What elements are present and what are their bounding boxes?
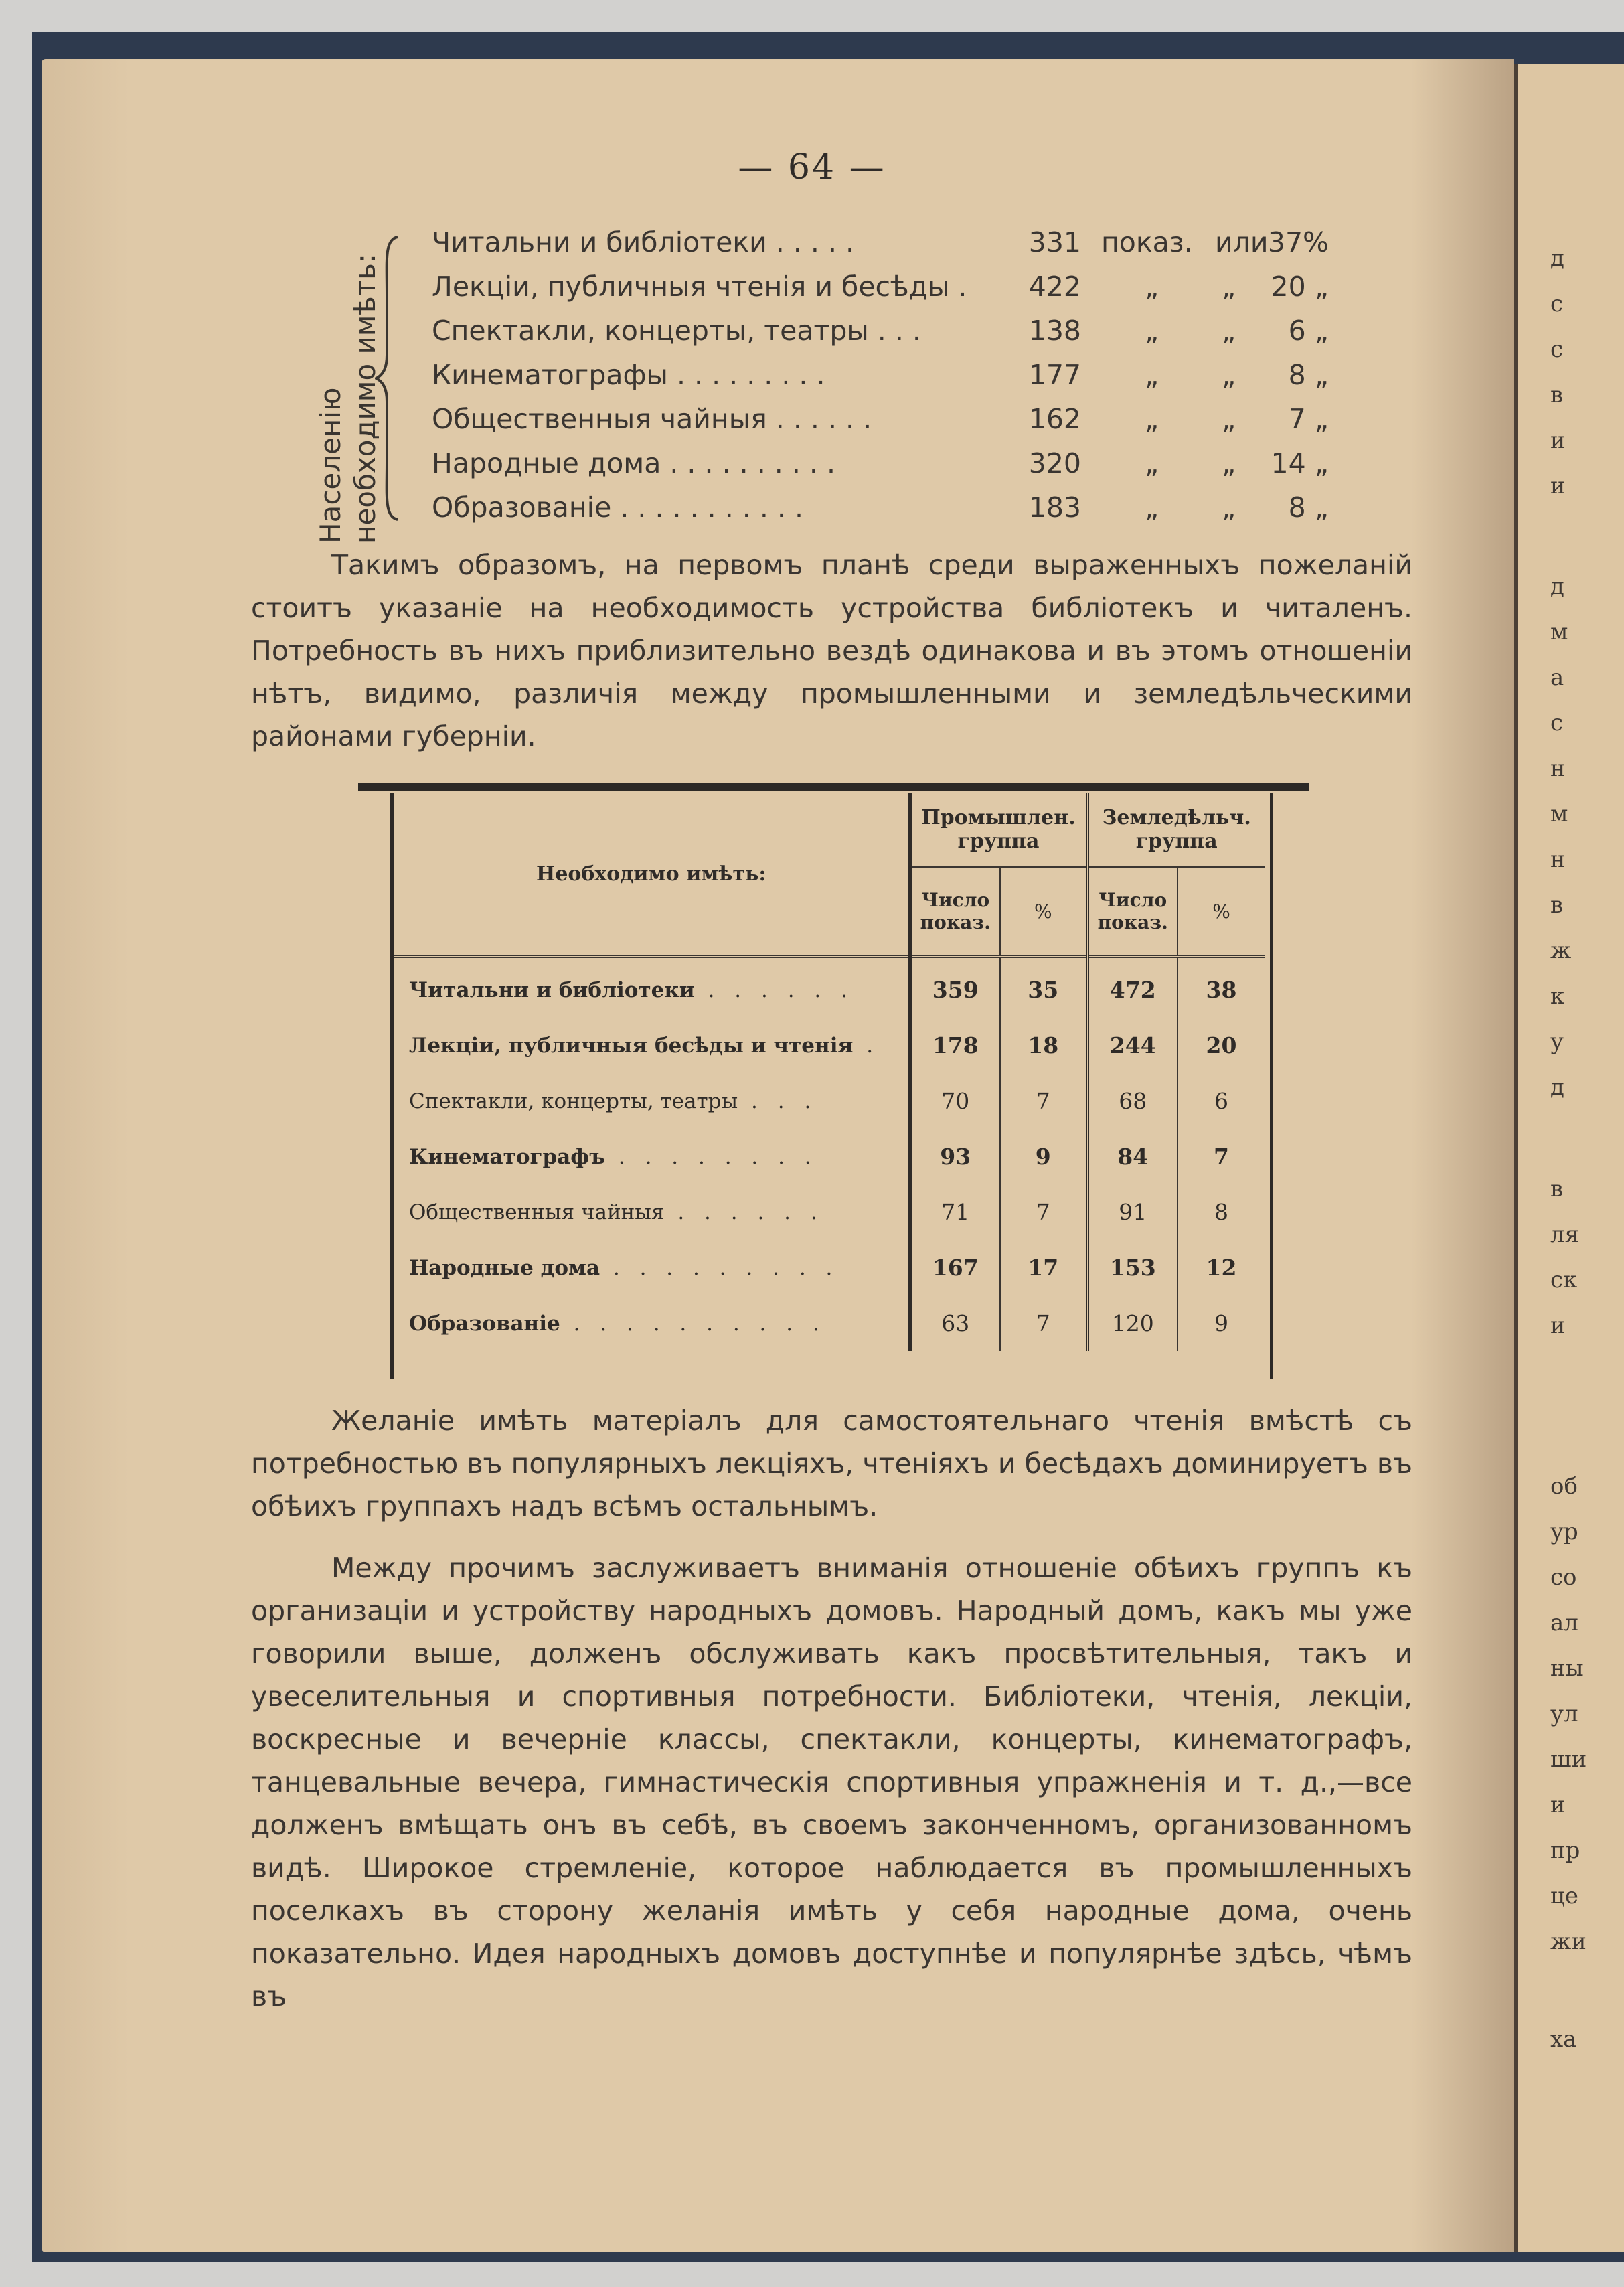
curly-brace-icon bbox=[375, 234, 402, 522]
edge-fragment: в bbox=[1550, 892, 1564, 919]
cell-industrial-count: 359 bbox=[910, 962, 1000, 1018]
cell-industrial-percent: 18 bbox=[1000, 1018, 1087, 1073]
leader-dots: . . . . . . . . bbox=[605, 1144, 818, 1169]
table-row bbox=[394, 1129, 1265, 1184]
table-row bbox=[394, 1240, 1265, 1295]
edge-fragment: д bbox=[1550, 1074, 1564, 1101]
list-item-percent: 37% bbox=[1267, 226, 1329, 258]
column-header-industrial: Промышлен. группа bbox=[910, 793, 1087, 867]
edge-fragment: с bbox=[1550, 291, 1564, 317]
edge-fragment: и bbox=[1550, 427, 1566, 454]
subheader-percent: % bbox=[1000, 867, 1087, 957]
list-item-percent: 8 „ bbox=[1288, 491, 1329, 524]
ditto-mark: „ bbox=[1222, 491, 1236, 524]
leader-dots: . . . . . . bbox=[664, 1200, 824, 1225]
list-item-name: Образованіе . . . . . . . . . . . bbox=[432, 491, 804, 524]
list-item bbox=[432, 491, 1369, 536]
edge-fragment: и bbox=[1550, 1792, 1566, 1818]
edge-fragment: в bbox=[1550, 382, 1564, 408]
cell-agricultural-percent: 12 bbox=[1178, 1240, 1265, 1295]
list-item-name: Кинематографы . . . . . . . . . bbox=[432, 359, 825, 391]
cell-agricultural-count: 68 bbox=[1087, 1073, 1178, 1129]
data-table bbox=[394, 793, 1265, 1351]
list-item bbox=[432, 359, 1369, 403]
ditto-mark: „ bbox=[1145, 315, 1159, 347]
cell-industrial-percent: 17 bbox=[1000, 1240, 1087, 1295]
cell-agricultural-count: 244 bbox=[1087, 1018, 1178, 1073]
list-item-name: Читальни и библіотеки . . . . . bbox=[432, 226, 855, 258]
list-item-value: 177 bbox=[1028, 359, 1081, 391]
subheader-count: Число показ. bbox=[910, 867, 1000, 957]
edge-fragment: ск bbox=[1550, 1267, 1578, 1293]
adjacent-page-edge bbox=[1514, 64, 1624, 2252]
ditto-mark: „ bbox=[1145, 491, 1159, 524]
list-item-percent: 6 „ bbox=[1288, 315, 1329, 347]
cell-agricultural-percent: 9 bbox=[1178, 1295, 1265, 1351]
edge-fragment: д bbox=[1550, 573, 1564, 600]
list-item-value: 183 bbox=[1028, 491, 1081, 524]
ditto-mark: „ bbox=[1145, 403, 1159, 435]
cell-agricultural-count: 91 bbox=[1087, 1184, 1178, 1240]
row-label: Лекціи, публичныя бесѣды и чтенія bbox=[409, 1033, 854, 1058]
edge-fragment: н bbox=[1550, 755, 1566, 782]
cell-agricultural-count: 120 bbox=[1087, 1295, 1178, 1351]
edge-fragment: и bbox=[1550, 1312, 1566, 1339]
edge-fragment: и bbox=[1550, 473, 1566, 499]
ditto-mark: „ bbox=[1222, 447, 1236, 479]
edge-fragment: пр bbox=[1550, 1837, 1580, 1864]
paragraph-people-houses: Между прочимъ заслуживаетъ вниманія отношеніе обѣихъ группъ къ организаціи и устройству народныхъ домовъ. Народный домъ, какъ мы уже говорили выше, долженъ обслуживать какъ просвѣтительныя, такъ и увеселительныя и спортивныя потребности. Библіотеки, чтенія, лекціи, воскресные и вечерніе классы, спектакли, концерты, кинематографъ, танцевальные вечера, гимнастическія спортивныя упражненія и т. д.,—все долженъ вмѣщать онъ въ себѣ, въ своемъ законченномъ, организованномъ видѣ. Широкое стремленіе, которое наблюдается въ промышленныхъ поселкахъ въ сторону желанія имѣть у себя народные дома, очень показательно. Идея народныхъ домовъ доступнѣе и популярнѣе здѣсь, чѣмъ въ bbox=[251, 1552, 1412, 2013]
cell-industrial-percent: 7 bbox=[1000, 1073, 1087, 1129]
edge-fragment: ал bbox=[1550, 1609, 1578, 1636]
cell-industrial-count: 93 bbox=[910, 1129, 1000, 1184]
list-item bbox=[432, 447, 1369, 491]
row-label: Народные дома bbox=[409, 1255, 600, 1280]
cell-industrial-percent: 35 bbox=[1000, 962, 1087, 1018]
row-label: Образованіе bbox=[409, 1311, 560, 1336]
ditto-mark: „ bbox=[1145, 359, 1159, 391]
paragraph-conclusion: Такимъ образомъ, на первомъ планѣ среди выраженныхъ пожеланій стоитъ указаніе на необходимость устройства библіотекъ и читаленъ. Потребность въ нихъ приблизительно вездѣ одинакова и въ этомъ отношеніи нѣтъ, видимо, различія между промышленными и земледѣльческими районами губерніи. bbox=[251, 549, 1412, 753]
list-item-name: Лекціи, публичныя чтенія и бесѣды . bbox=[432, 270, 967, 303]
list-item-value: 422 bbox=[1028, 270, 1081, 303]
edge-fragment: м bbox=[1550, 801, 1568, 827]
cell-industrial-percent: 7 bbox=[1000, 1184, 1087, 1240]
edge-fragment: у bbox=[1550, 1028, 1564, 1055]
cell-industrial-count: 178 bbox=[910, 1018, 1000, 1073]
row-label: Кинематографъ bbox=[409, 1144, 606, 1169]
edge-fragment: ши bbox=[1550, 1746, 1587, 1773]
leader-dots: . . . . . . . . . bbox=[600, 1255, 839, 1280]
list-item-name: Спектакли, концерты, театры . . . bbox=[432, 315, 921, 347]
edge-fragment: а bbox=[1550, 664, 1564, 691]
comparison-table bbox=[358, 783, 1309, 1379]
cell-agricultural-percent: 8 bbox=[1178, 1184, 1265, 1240]
list-item-unit: показ. bbox=[1101, 226, 1193, 258]
list-item-percent: 8 „ bbox=[1288, 359, 1329, 391]
list-item-value: 162 bbox=[1028, 403, 1081, 435]
leader-dots: . . . bbox=[738, 1089, 818, 1113]
table-row bbox=[394, 1073, 1265, 1129]
leader-dots: . bbox=[853, 1033, 880, 1058]
edge-fragment: с bbox=[1550, 710, 1564, 736]
list-item-or: или bbox=[1215, 226, 1269, 258]
ditto-mark: „ bbox=[1222, 270, 1236, 303]
cell-agricultural-count: 153 bbox=[1087, 1240, 1178, 1295]
cell-industrial-percent: 7 bbox=[1000, 1295, 1087, 1351]
cell-industrial-count: 70 bbox=[910, 1073, 1000, 1129]
list-item bbox=[432, 226, 1369, 270]
side-caption: Населенію необходимо имѣть: bbox=[314, 253, 382, 544]
list-item-percent: 20 „ bbox=[1271, 270, 1329, 303]
edge-fragment: ж bbox=[1550, 937, 1572, 964]
table-row bbox=[394, 1295, 1265, 1351]
list-item-percent: 14 „ bbox=[1271, 447, 1329, 479]
column-header-agricultural: Земледѣльч. группа bbox=[1087, 793, 1265, 867]
edge-fragment: ля bbox=[1550, 1221, 1580, 1248]
list-item bbox=[432, 315, 1369, 359]
ditto-mark: „ bbox=[1145, 447, 1159, 479]
column-header-need: Необходимо имѣть: bbox=[536, 862, 766, 886]
edge-fragment: к bbox=[1550, 983, 1565, 1010]
list-item bbox=[432, 270, 1369, 315]
list-item-value: 320 bbox=[1028, 447, 1081, 479]
edge-fragment: це bbox=[1550, 1883, 1578, 1909]
cell-industrial-percent: 9 bbox=[1000, 1129, 1087, 1184]
edge-fragment: д bbox=[1550, 245, 1564, 272]
paragraph-reading-demand: Желаніе имѣть матеріалъ для самостоятельнаго чтенія вмѣстѣ съ потребностью въ популярныхъ лекціяхъ, чтеніяхъ и бесѣдахъ доминируетъ въ обѣихъ группахъ надъ всѣмъ остальнымъ. bbox=[251, 1405, 1412, 1522]
leader-dots: . . . . . . . . . . bbox=[560, 1311, 826, 1336]
list-item-value: 138 bbox=[1028, 315, 1081, 347]
cell-agricultural-count: 84 bbox=[1087, 1129, 1178, 1184]
subheader-count: Число показ. bbox=[1087, 867, 1178, 957]
list-item-name: Общественныя чайныя . . . . . . bbox=[432, 403, 872, 435]
edge-fragment: об bbox=[1550, 1473, 1578, 1500]
cell-industrial-count: 71 bbox=[910, 1184, 1000, 1240]
cell-agricultural-percent: 38 bbox=[1178, 962, 1265, 1018]
edge-fragment: ны bbox=[1550, 1655, 1584, 1682]
cell-industrial-count: 167 bbox=[910, 1240, 1000, 1295]
cell-agricultural-count: 472 bbox=[1087, 962, 1178, 1018]
cell-agricultural-percent: 6 bbox=[1178, 1073, 1265, 1129]
row-label: Читальни и библіотеки bbox=[409, 977, 695, 1002]
edge-fragment: ха bbox=[1550, 2026, 1577, 2053]
edge-fragment: ур bbox=[1550, 1518, 1578, 1545]
edge-fragment: м bbox=[1550, 619, 1568, 645]
edge-fragment: н bbox=[1550, 846, 1566, 873]
edge-fragment: со bbox=[1550, 1564, 1577, 1591]
list-item bbox=[432, 403, 1369, 447]
list-item-value: 331 bbox=[1028, 226, 1081, 258]
table-top-rule bbox=[358, 783, 1309, 791]
cell-industrial-count: 63 bbox=[910, 1295, 1000, 1351]
cell-agricultural-percent: 7 bbox=[1178, 1129, 1265, 1184]
subheader-percent: % bbox=[1178, 867, 1265, 957]
edge-fragment: ул bbox=[1550, 1701, 1578, 1727]
wishes-list bbox=[432, 226, 1369, 536]
ditto-mark: „ bbox=[1145, 270, 1159, 303]
table-row bbox=[394, 962, 1265, 1018]
edge-fragment: с bbox=[1550, 336, 1564, 363]
leader-dots: . . . . . . bbox=[694, 977, 854, 1002]
cell-agricultural-percent: 20 bbox=[1178, 1018, 1265, 1073]
ditto-mark: „ bbox=[1222, 315, 1236, 347]
ditto-mark: „ bbox=[1222, 403, 1236, 435]
edge-fragment: жи bbox=[1550, 1928, 1587, 1955]
table-row bbox=[394, 1018, 1265, 1073]
list-item-name: Народные дома . . . . . . . . . . bbox=[432, 447, 835, 479]
table-right-rule bbox=[1270, 793, 1273, 1379]
table-row bbox=[394, 1184, 1265, 1240]
page-number: — 64 — bbox=[738, 147, 886, 187]
row-label: Общественныя чайныя bbox=[409, 1200, 665, 1225]
ditto-mark: „ bbox=[1222, 359, 1236, 391]
row-label: Спектакли, концерты, театры bbox=[409, 1089, 738, 1113]
list-item-percent: 7 „ bbox=[1288, 403, 1329, 435]
edge-fragment: в bbox=[1550, 1176, 1564, 1202]
